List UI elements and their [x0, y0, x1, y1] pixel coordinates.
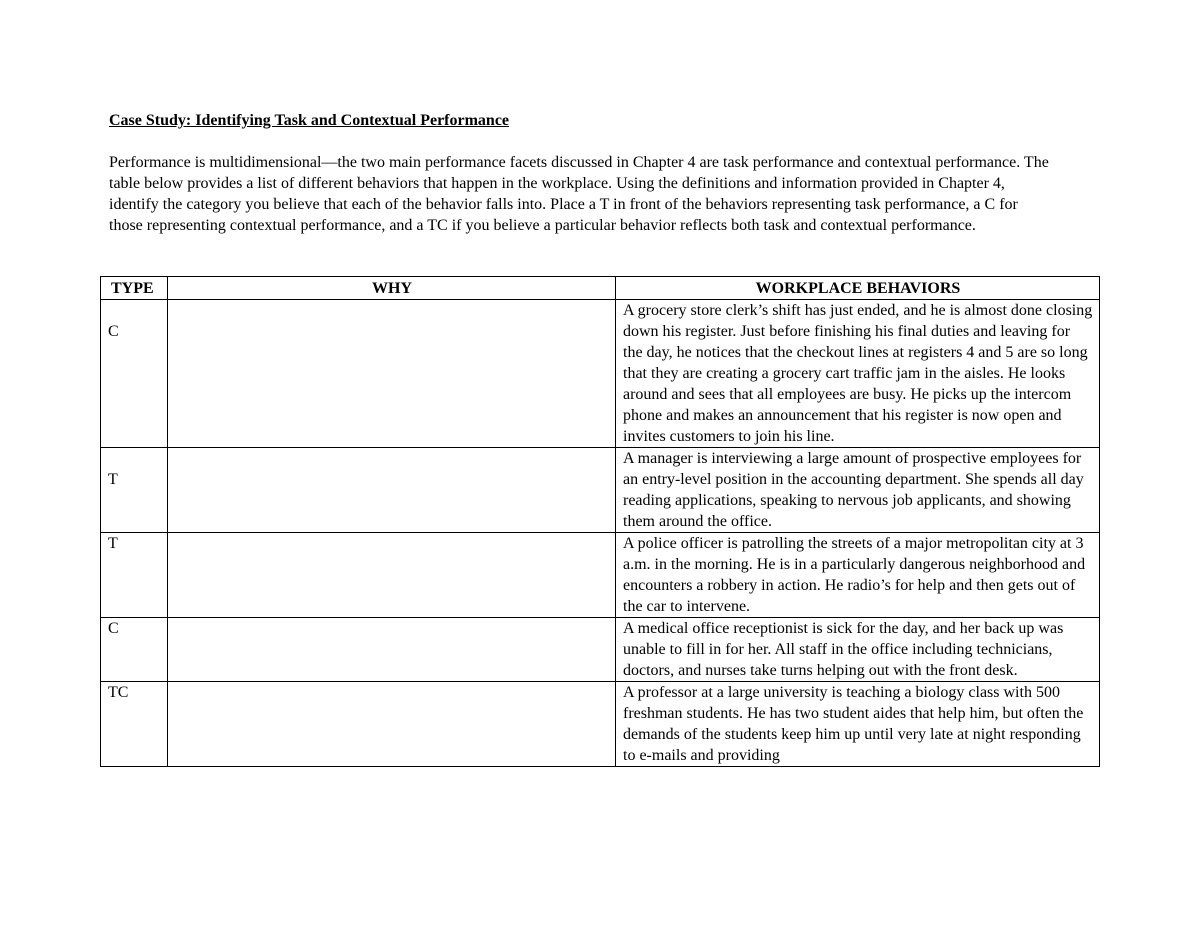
document-body [109, 110, 1099, 236]
document-title: Case Study: Identifying Task and Contextual Performance [109, 112, 510, 129]
type-cell[interactable]: T [101, 448, 168, 533]
why-cell[interactable] [168, 682, 616, 767]
type-cell[interactable]: C [101, 618, 168, 682]
table-row [101, 300, 1100, 448]
intro-paragraph: Performance is multidimensional—the two main performance facets discussed in Chapter 4 are task performance and contextual performance. The table below provides a list of different behaviors that happen in the workplace. Using the definitions and information provided in Chapter 4, identify the category you believe that each of the behavior falls into. Place a T in front of the behaviors representing task performance, a C for those representing contextual performance, and a TC if you believe a particular behavior reflects both task and contextual performance. [109, 154, 1049, 234]
type-cell[interactable]: C [101, 300, 168, 448]
why-cell[interactable] [168, 300, 616, 448]
type-cell[interactable]: TC [101, 682, 168, 767]
type-cell[interactable]: T [101, 533, 168, 618]
table-row [101, 682, 1100, 767]
why-cell[interactable] [168, 448, 616, 533]
behavior-cell: A police officer is patrolling the streets of a major metropolitan city at 3 a.m. in the morning. He is in a particularly dangerous neighborhood and encounters a robbery in action. He radio’s for help and then gets out of the car to intervene. [616, 533, 1100, 618]
behavior-cell: A manager is interviewing a large amount of prospective employees for an entry-level position in the accounting department. She spends all day reading applications, speaking to nervous job applicants, and showing them around the office. [616, 448, 1100, 533]
behaviors-table [100, 276, 1100, 767]
table-row [101, 618, 1100, 682]
behavior-cell: A professor at a large university is teaching a biology class with 500 freshman students. He has two student aides that help him, but often the demands of the students keep him up until very late at night responding to e-mails and providing [616, 682, 1100, 767]
why-cell[interactable] [168, 533, 616, 618]
header-type: TYPE [101, 277, 168, 300]
why-cell[interactable] [168, 618, 616, 682]
table-row [101, 448, 1100, 533]
behavior-cell: A medical office receptionist is sick for the day, and her back up was unable to fill in for her. All staff in the office including technicians, doctors, and nurses take turns helping out with the front desk. [616, 618, 1100, 682]
header-workplace-behaviors: WORKPLACE BEHAVIORS [616, 277, 1100, 300]
header-why: WHY [168, 277, 616, 300]
behavior-cell: A grocery store clerk’s shift has just ended, and he is almost done closing down his register. Just before finishing his final duties and leaving for the day, he notices that the checkout lines at registers 4 and 5 are so long that they are creating a grocery cart traffic jam in the aisles. He looks around and sees that all employees are busy. He picks up the intercom phone and makes an announcement that his register is now open and invites customers to join his line. [616, 300, 1100, 448]
table-row [101, 533, 1100, 618]
table-header-row [101, 277, 1100, 300]
